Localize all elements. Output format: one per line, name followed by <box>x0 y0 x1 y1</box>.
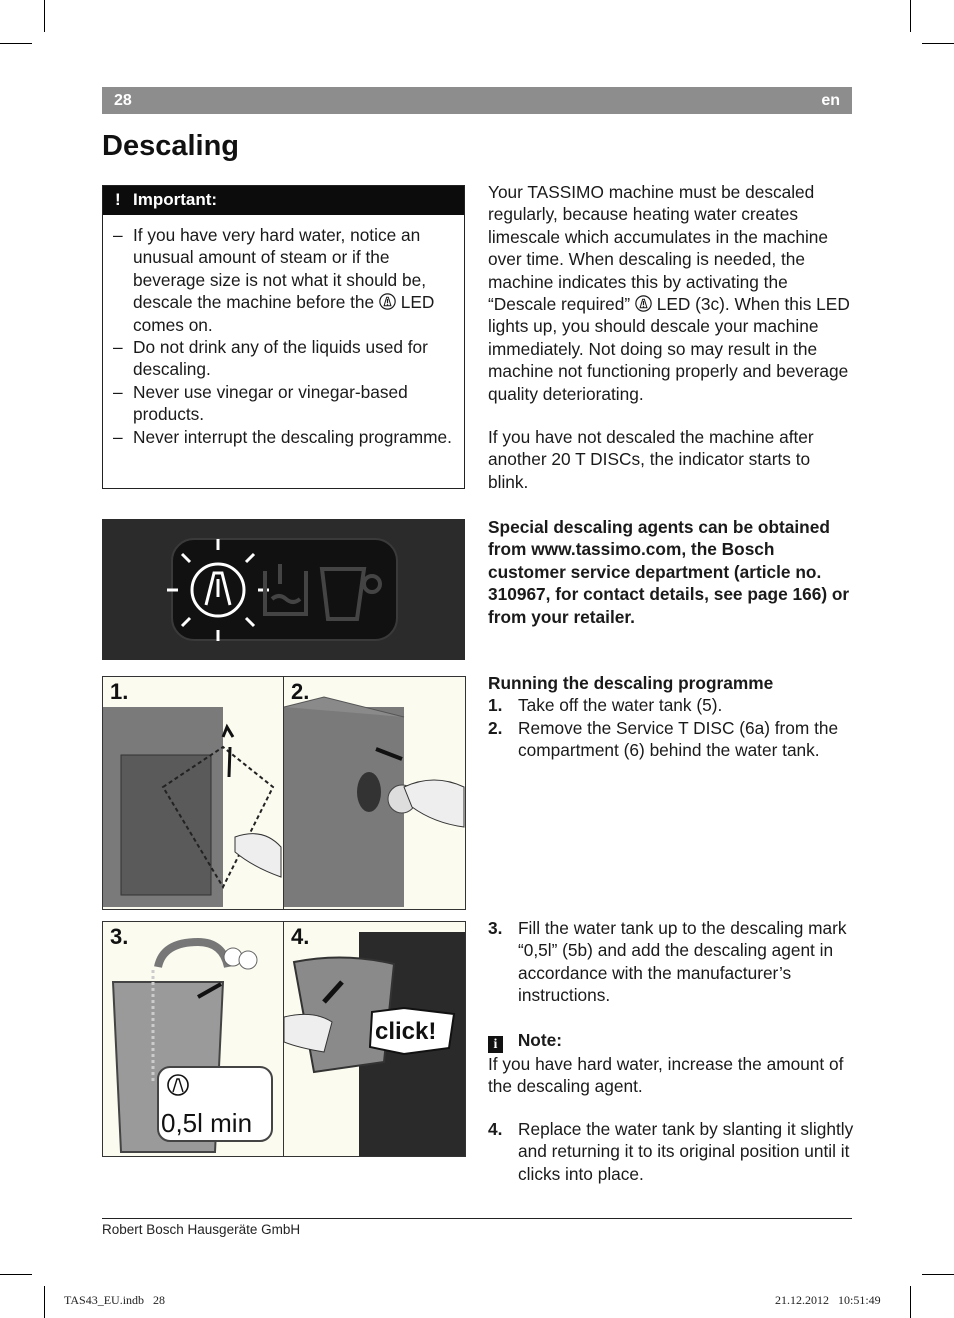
important-list <box>103 224 454 448</box>
remove-tank-illustration <box>103 677 283 909</box>
figure-4 <box>283 921 466 1157</box>
program-section <box>488 672 854 762</box>
crop-mark <box>922 43 954 44</box>
descaling-mark-label: 0,5l min <box>161 1108 253 1138</box>
intro-paragraph-2: If you have not descaled the machine after another 20 T DISCs, the indicator starts to blink. <box>488 427 814 492</box>
led-panel-illustration <box>102 519 465 660</box>
footer-company: Robert Bosch Hausgeräte GmbH <box>102 1222 301 1237</box>
intro-paragraph-1: Your TASSIMO machine must be descaled regularly, because heating water creates limescale which accumulates in the machine over time. When descaling is needed, the machine indicates this by activating the “Descale required” LED (3c). When this LED lights up, you should descale your machine immediately. Not doing so may result in the machine not functioning properly and beverage quality deteriorating. <box>488 182 850 404</box>
list-item: – Do not drink any of the liquids used for descaling. <box>113 337 428 380</box>
figure-number: 3. <box>110 924 129 949</box>
descaling-agents-note: Special descaling agents can be obtained from www.tassimo.com, the Bosch customer service department (article no. 310967, for contact details, see page 166) or from your retailer. <box>488 517 850 627</box>
important-box <box>102 185 465 489</box>
print-file-info: TAS43_EU.indb 28 <box>64 1293 166 1307</box>
figure-2 <box>283 676 466 910</box>
language-code: en <box>821 92 840 109</box>
figure-1 <box>102 676 284 910</box>
list-item: – If you have very hard water, notice an unusual amount of steam or if the beverage size is not what it should be, descale the machine before the LED comes on. <box>113 225 435 335</box>
exclamation-icon: ! <box>115 190 121 209</box>
info-icon: i <box>488 1036 503 1053</box>
note-text: If you have hard water, increase the amount of the descaling agent. <box>488 1054 844 1097</box>
crop-mark <box>910 1286 911 1318</box>
list-item: 3. Fill the water tank up to the descaling mark “0,5l” (5b) and add the descaling agent in accordance with the manufacturer’s instructions. <box>488 918 847 1006</box>
program-heading: Running the descaling programme <box>488 673 774 693</box>
crop-mark <box>910 0 911 32</box>
list-item: – Never interrupt the descaling programme. <box>113 426 452 447</box>
crop-mark <box>922 1274 954 1275</box>
led-panel-graphic <box>102 519 465 660</box>
important-header <box>103 186 464 215</box>
page-header <box>102 87 852 114</box>
figure-3 <box>102 921 284 1157</box>
page-title: Descaling <box>102 130 239 162</box>
page-number: 28 <box>114 92 132 109</box>
note-section <box>488 1029 854 1098</box>
step-3-section <box>488 917 854 1007</box>
list-item: 2. Remove the Service T DISC (6a) from the compartment (6) behind the water tank. <box>488 717 839 761</box>
note-heading: Note: <box>517 1030 562 1050</box>
list-item: 1. Take off the water tank (5). <box>488 695 723 716</box>
crop-mark <box>44 0 45 32</box>
figure-number: 1. <box>110 679 129 704</box>
footer-divider <box>102 1218 852 1219</box>
figure-number: 4. <box>291 924 310 949</box>
descale-led-icon <box>379 293 396 310</box>
remove-service-disc-illustration <box>284 677 465 909</box>
click-label: click! <box>375 1018 437 1045</box>
figure-number: 2. <box>291 679 310 704</box>
print-timestamp: 21.12.2012 10:51:49 <box>775 1293 881 1307</box>
list-item: – Never use vinegar or vinegar-based products. <box>113 381 408 425</box>
step-4-section <box>488 1118 854 1185</box>
steps-list <box>488 694 854 761</box>
crop-mark <box>44 1286 45 1318</box>
important-heading: Important: <box>133 190 218 209</box>
crop-mark <box>0 43 32 44</box>
crop-mark <box>0 1274 32 1275</box>
descale-led-icon <box>635 295 652 312</box>
list-item: 4. Replace the water tank by slanting it slightly and returning it to its original position until it clicks into place. <box>488 1119 854 1184</box>
